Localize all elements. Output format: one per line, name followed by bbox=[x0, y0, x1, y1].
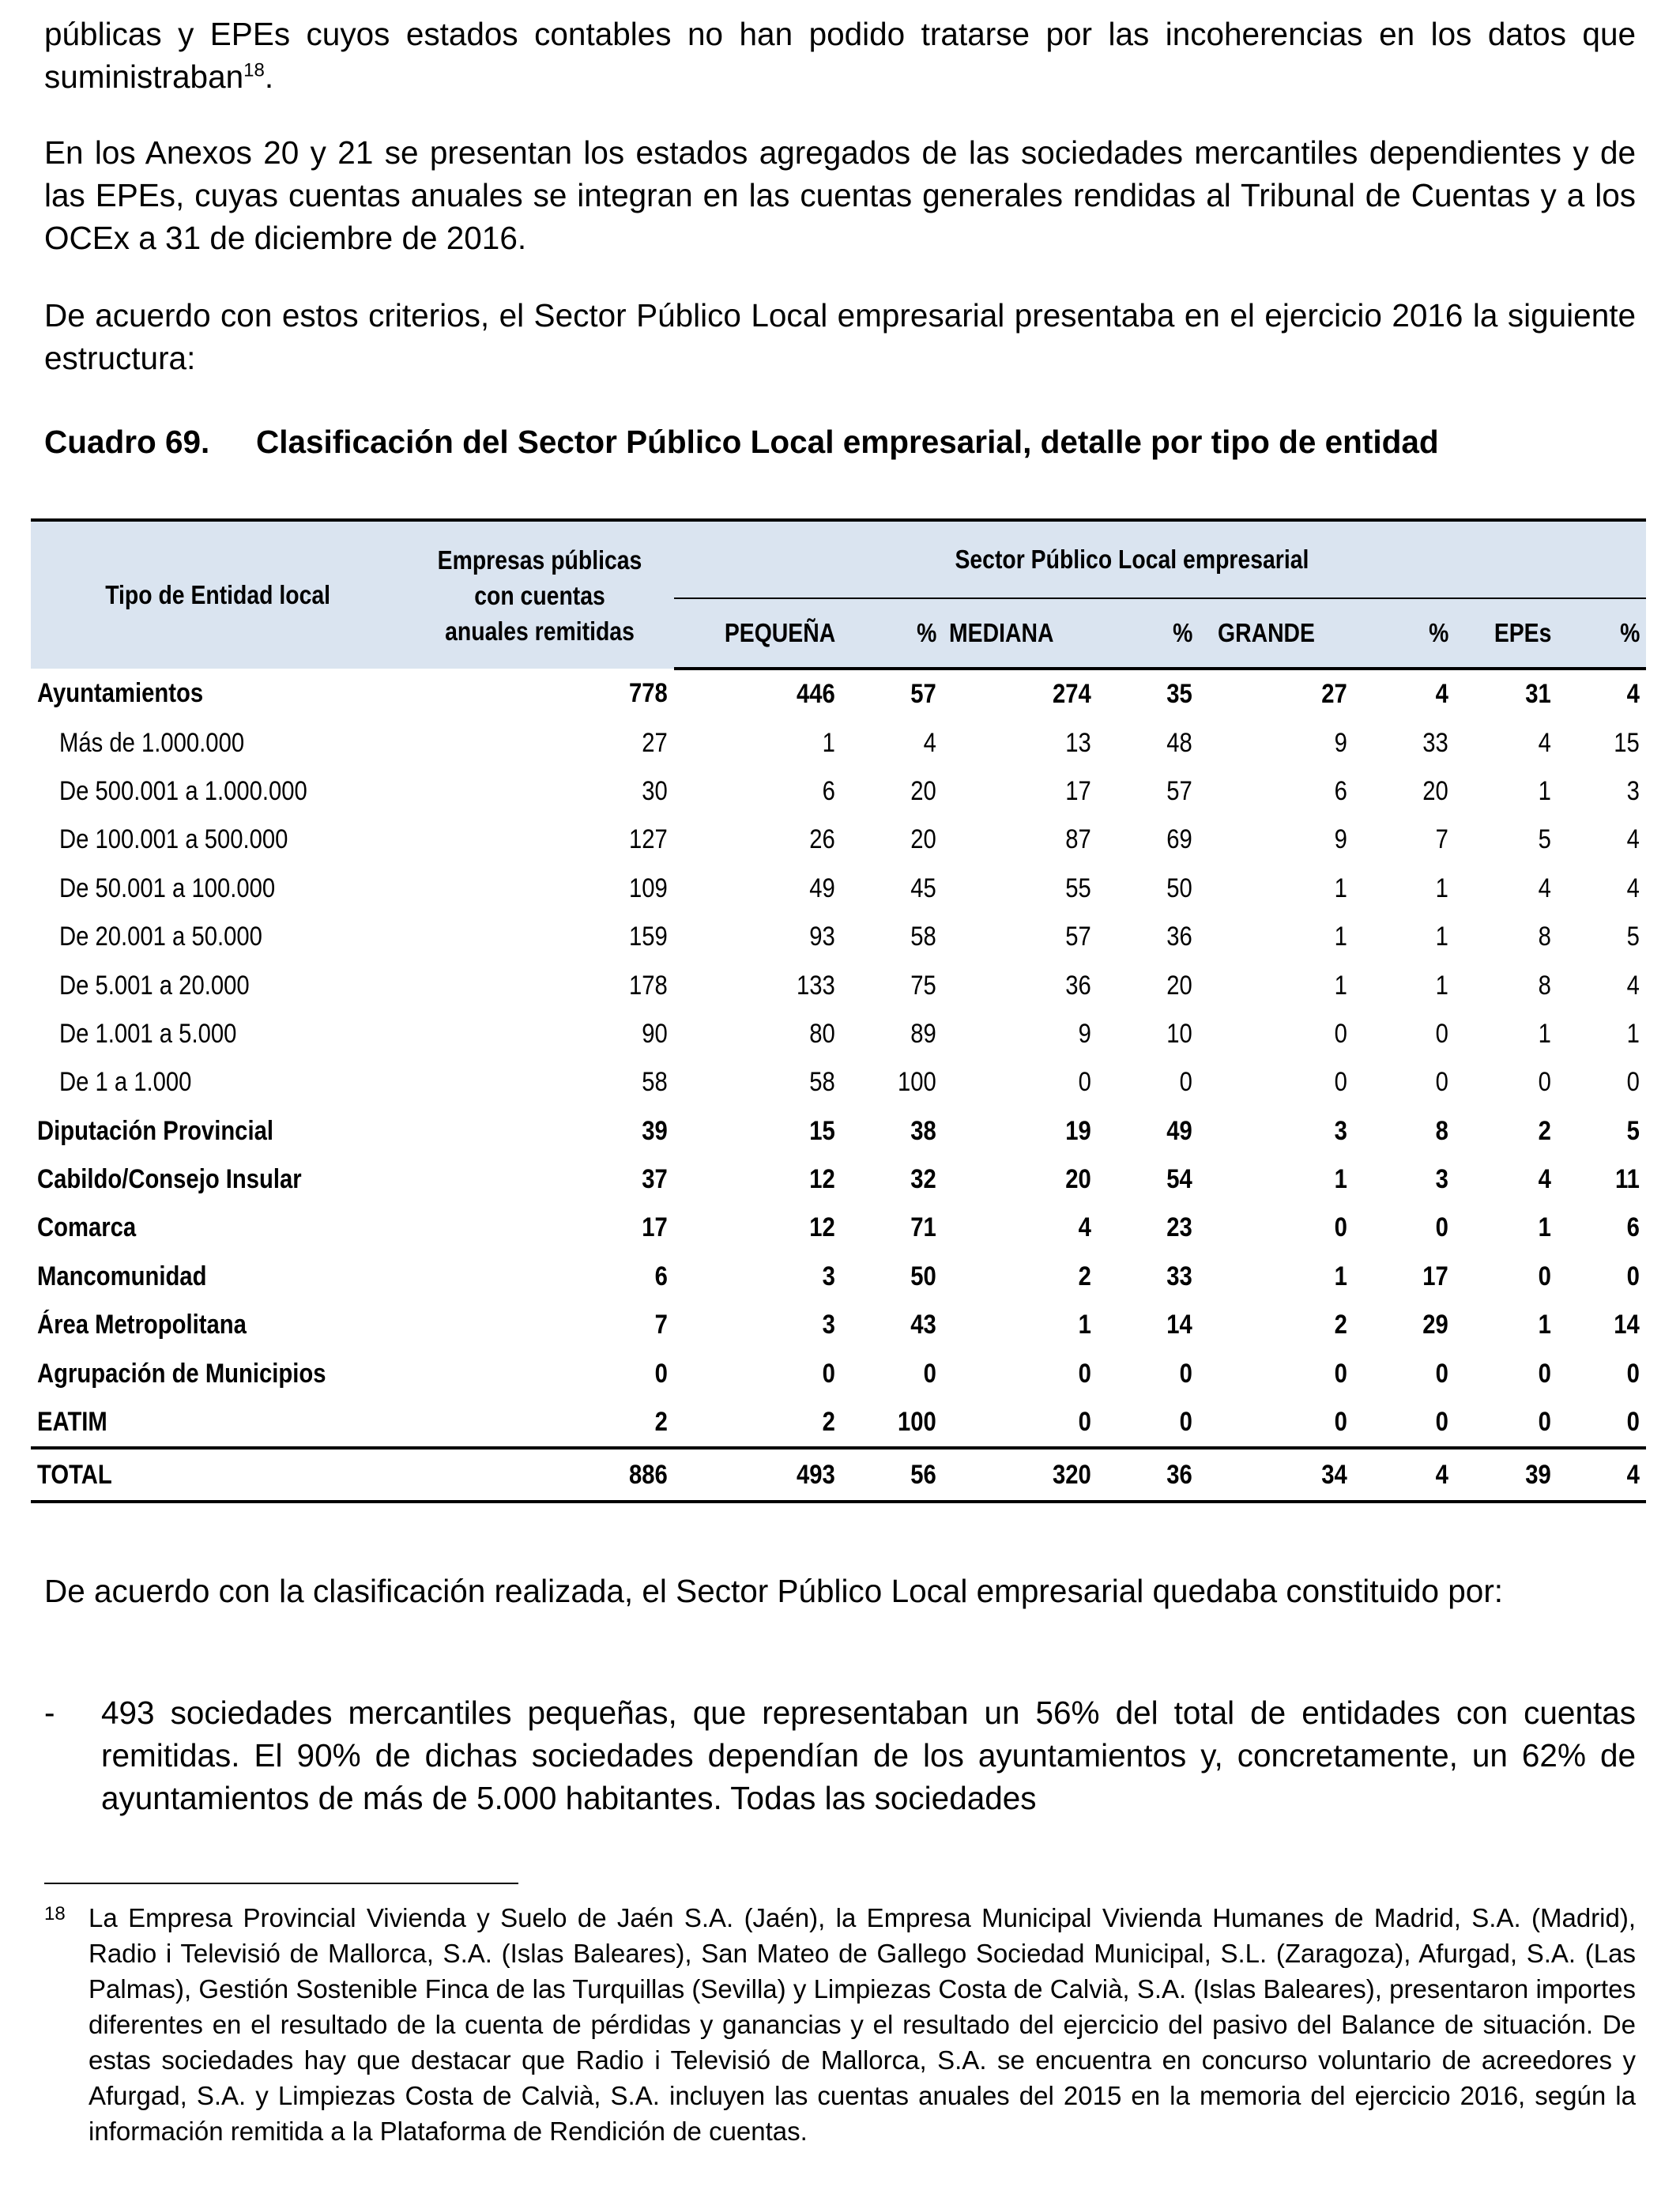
row-value: 43 bbox=[910, 1310, 936, 1340]
table-row bbox=[31, 669, 1646, 718]
row-value: 0 bbox=[1078, 1067, 1091, 1098]
row-value: 89 bbox=[910, 1018, 936, 1049]
row-value: 0 bbox=[1435, 1067, 1448, 1098]
row-value: 33 bbox=[1166, 1261, 1192, 1291]
row-value: 4 bbox=[1558, 1448, 1646, 1502]
row-value: 0 bbox=[1334, 1067, 1347, 1098]
row-value: 57 bbox=[1065, 922, 1091, 952]
row-value: 4 bbox=[1078, 1212, 1091, 1243]
row-label: TOTAL bbox=[31, 1448, 405, 1502]
row-value: 20 bbox=[1166, 970, 1192, 1001]
row-value: 14 bbox=[1614, 1310, 1640, 1340]
header-tipo-entidad: Tipo de Entidad local bbox=[31, 520, 405, 669]
row-value: 0 bbox=[1538, 1067, 1551, 1098]
row-value: 6 bbox=[654, 1261, 668, 1291]
row-value: 133 bbox=[797, 970, 835, 1001]
row-value: 58 bbox=[809, 1067, 835, 1098]
row-value: 1 bbox=[1334, 970, 1347, 1001]
paragraph-anexos: En los Anexos 20 y 21 se presentan los estados agregados de las sociedades mercantiles dependientes y de las EPEs, cuyas cuentas anuales se integran en las cuentas generales rendidas al Tribunal de Cuentas y a los OCEx a 31 de diciembre de 2016. bbox=[44, 134, 1636, 256]
row-value: 49 bbox=[809, 873, 835, 903]
row-value: 48 bbox=[1166, 727, 1192, 758]
row-value: 31 bbox=[1525, 679, 1551, 710]
row-value: 9 bbox=[1078, 1018, 1091, 1049]
row-value: 87 bbox=[1065, 824, 1091, 855]
row-value: 10 bbox=[1166, 1018, 1192, 1049]
footnote-separator bbox=[44, 1883, 518, 1884]
row-label: De 500.001 a 1.000.000 bbox=[59, 775, 307, 806]
row-label: De 1.001 a 5.000 bbox=[59, 1018, 237, 1049]
table-caption-number: Cuadro 69. bbox=[44, 424, 210, 460]
table-row bbox=[31, 1301, 1646, 1349]
row-value: 20 bbox=[910, 824, 936, 855]
row-value: 8 bbox=[1538, 970, 1551, 1001]
row-value: 4 bbox=[1538, 1164, 1551, 1195]
row-value: 0 bbox=[923, 1358, 936, 1389]
row-value: 3 bbox=[822, 1261, 835, 1291]
row-value: 71 bbox=[910, 1212, 936, 1243]
row-value: 20 bbox=[1422, 775, 1448, 806]
row-value: 8 bbox=[1538, 922, 1551, 952]
row-value: 20 bbox=[910, 775, 936, 806]
row-value: 4 bbox=[923, 727, 936, 758]
row-value: 2 bbox=[822, 1407, 835, 1438]
table-caption bbox=[44, 420, 1636, 463]
table-row bbox=[31, 865, 1646, 913]
row-value: 39 bbox=[642, 1115, 668, 1146]
header-pct-mediana: % bbox=[1098, 598, 1199, 669]
row-value: 29 bbox=[1422, 1310, 1448, 1340]
table-row bbox=[31, 1010, 1646, 1058]
row-label: Comarca bbox=[37, 1212, 137, 1243]
row-value: 1 bbox=[822, 727, 835, 758]
table-body bbox=[31, 669, 1646, 1502]
row-value: 100 bbox=[898, 1407, 936, 1438]
row-value: 0 bbox=[1435, 1018, 1448, 1049]
row-value: 159 bbox=[629, 922, 668, 952]
row-value: 55 bbox=[1065, 873, 1091, 903]
row-value: 26 bbox=[809, 824, 835, 855]
table-caption-title: Clasificación del Sector Público Local empresarial, detalle por tipo de entidad bbox=[256, 424, 1439, 460]
row-value: 69 bbox=[1166, 824, 1192, 855]
row-value: 3 bbox=[1626, 775, 1640, 806]
table-row bbox=[31, 718, 1646, 767]
row-value: 0 bbox=[1435, 1407, 1448, 1438]
row-value: 36 bbox=[1065, 970, 1091, 1001]
row-label: De 50.001 a 100.000 bbox=[59, 873, 276, 903]
table-row bbox=[31, 1204, 1646, 1252]
row-value: 3 bbox=[822, 1310, 835, 1340]
row-value: 17 bbox=[1065, 775, 1091, 806]
footnote-reference[interactable]: 18 bbox=[243, 59, 265, 81]
header-mediana: MEDIANA bbox=[943, 598, 1098, 669]
row-value: 6 bbox=[1626, 1212, 1640, 1243]
row-value: 35 bbox=[1166, 679, 1192, 710]
paragraph-intro bbox=[44, 13, 1636, 98]
row-value: 20 bbox=[1065, 1164, 1091, 1195]
paragraph-estructura: De acuerdo con estos criterios, el Sector Público Local empresarial presentaba en el ejercicio 2016 la siguiente estructura: bbox=[44, 297, 1636, 376]
row-label: Ayuntamientos bbox=[37, 678, 204, 709]
row-value: 1 bbox=[1334, 873, 1347, 903]
row-label: De 20.001 a 50.000 bbox=[59, 922, 262, 952]
header-pct-epes: % bbox=[1558, 598, 1646, 669]
row-value: 80 bbox=[809, 1018, 835, 1049]
row-value: 34 bbox=[1199, 1448, 1354, 1502]
row-value: 274 bbox=[1053, 679, 1091, 710]
row-value: 1 bbox=[1078, 1310, 1091, 1340]
row-value: 50 bbox=[910, 1261, 936, 1291]
bullet-text: 493 sociedades mercantiles pequeñas, que representaban un 56% del total de entidades con cuentas remitidas. El 90% de dichas sociedades dependían de los ayuntamientos y, concretamente, un 62% de ayuntamientos de más de 5.000 habitantes. Todas las sociedades bbox=[101, 1695, 1636, 1816]
header-epes: EPEs bbox=[1455, 598, 1558, 669]
row-value: 50 bbox=[1166, 873, 1192, 903]
row-value: 0 bbox=[1435, 1358, 1448, 1389]
row-value: 19 bbox=[1065, 1115, 1091, 1146]
table-row bbox=[31, 1058, 1646, 1106]
row-value: 38 bbox=[910, 1115, 936, 1146]
row-label: De 5.001 a 20.000 bbox=[59, 970, 250, 1001]
row-value: 15 bbox=[1614, 727, 1640, 758]
row-value: 1 bbox=[1626, 1018, 1640, 1049]
row-value: 5 bbox=[1626, 922, 1640, 952]
header-empresas-remitidas: Empresas públicas con cuentas anuales remitidas bbox=[405, 520, 674, 669]
row-value: 1 bbox=[1538, 1310, 1551, 1340]
row-value: 5 bbox=[1626, 1115, 1640, 1146]
row-value: 27 bbox=[1321, 679, 1347, 710]
row-value: 12 bbox=[809, 1212, 835, 1243]
row-value: 0 bbox=[1179, 1358, 1192, 1389]
row-value: 4 bbox=[1626, 824, 1640, 855]
footnote-mark: 18 bbox=[44, 1903, 66, 1924]
row-value: 11 bbox=[1615, 1164, 1640, 1195]
row-label: Diputación Provincial bbox=[37, 1115, 273, 1146]
row-value: 23 bbox=[1166, 1212, 1192, 1243]
row-value: 54 bbox=[1166, 1164, 1192, 1195]
row-value: 0 bbox=[1078, 1407, 1091, 1438]
header-pct-grande: % bbox=[1354, 598, 1455, 669]
row-value: 0 bbox=[1435, 1212, 1448, 1243]
table-row-total bbox=[31, 1448, 1646, 1502]
row-value: 2 bbox=[654, 1407, 668, 1438]
table-row bbox=[31, 816, 1646, 864]
row-value: 0 bbox=[1626, 1407, 1640, 1438]
row-label: EATIM bbox=[37, 1407, 107, 1438]
table-row bbox=[31, 913, 1646, 961]
table-row bbox=[31, 1155, 1646, 1204]
row-value: 446 bbox=[797, 679, 835, 710]
row-label: Área Metropolitana bbox=[37, 1310, 247, 1340]
row-value: 0 bbox=[1538, 1407, 1551, 1438]
row-value: 100 bbox=[898, 1067, 936, 1098]
paragraph-intro-end: . bbox=[264, 58, 274, 95]
row-value: 1 bbox=[1538, 1212, 1551, 1243]
row-value: 0 bbox=[1334, 1018, 1347, 1049]
row-value: 493 bbox=[674, 1448, 842, 1502]
row-value: 58 bbox=[910, 922, 936, 952]
row-value: 36 bbox=[1098, 1448, 1199, 1502]
row-value: 0 bbox=[1626, 1067, 1640, 1098]
row-value: 4 bbox=[1538, 727, 1551, 758]
row-value: 56 bbox=[842, 1448, 943, 1502]
row-label: De 100.001 a 500.000 bbox=[59, 824, 288, 855]
table-row bbox=[31, 1349, 1646, 1397]
row-value: 75 bbox=[910, 970, 936, 1001]
row-value: 1 bbox=[1435, 873, 1448, 903]
row-label: Cabildo/Consejo Insular bbox=[37, 1164, 302, 1195]
row-value: 1 bbox=[1538, 775, 1551, 806]
row-value: 9 bbox=[1334, 727, 1347, 758]
row-value: 36 bbox=[1166, 922, 1192, 952]
row-value: 3 bbox=[1435, 1164, 1448, 1195]
row-value: 39 bbox=[1455, 1448, 1558, 1502]
row-value: 32 bbox=[910, 1164, 936, 1195]
row-value: 14 bbox=[1166, 1310, 1192, 1340]
row-label: Más de 1.000.000 bbox=[59, 727, 245, 758]
row-value: 1 bbox=[1334, 1261, 1347, 1291]
row-label: De 1 a 1.000 bbox=[59, 1067, 192, 1098]
classification-table-wrapper bbox=[31, 518, 1646, 1514]
row-value: 4 bbox=[1626, 679, 1640, 710]
row-value: 6 bbox=[1334, 775, 1347, 806]
row-value: 4 bbox=[1538, 873, 1551, 903]
row-value: 1 bbox=[1334, 1164, 1347, 1195]
row-value: 2 bbox=[1538, 1115, 1551, 1146]
row-value: 109 bbox=[629, 873, 668, 903]
row-value: 4 bbox=[1626, 873, 1640, 903]
row-value: 0 bbox=[654, 1358, 668, 1389]
row-value: 0 bbox=[1334, 1212, 1347, 1243]
row-value: 0 bbox=[1078, 1358, 1091, 1389]
row-value: 320 bbox=[943, 1448, 1098, 1502]
row-value: 0 bbox=[1334, 1358, 1347, 1389]
row-value: 58 bbox=[642, 1067, 668, 1098]
paragraph-intro-text: públicas y EPEs cuyos estados contables no han podido tratarse por las incoherencias en los datos que suministraban bbox=[44, 16, 1636, 95]
classification-table bbox=[31, 518, 1646, 1503]
row-value: 4 bbox=[1354, 1448, 1455, 1502]
row-value: 778 bbox=[629, 678, 668, 709]
row-value: 0 bbox=[1334, 1407, 1347, 1438]
row-value: 0 bbox=[1179, 1407, 1192, 1438]
row-value: 1 bbox=[1435, 970, 1448, 1001]
bullet-dash: - bbox=[44, 1695, 55, 1731]
row-value: 90 bbox=[642, 1018, 668, 1049]
row-value: 1 bbox=[1538, 1018, 1551, 1049]
table-row bbox=[31, 1398, 1646, 1448]
header-sector-publico-group: Sector Público Local empresarial bbox=[674, 520, 1646, 598]
row-value: 37 bbox=[642, 1164, 668, 1195]
row-value: 33 bbox=[1422, 727, 1448, 758]
table-row bbox=[31, 767, 1646, 816]
row-value: 0 bbox=[1626, 1261, 1640, 1291]
row-value: 3 bbox=[1334, 1115, 1347, 1146]
paragraph-clasificacion: De acuerdo con la clasificación realizada, el Sector Público Local empresarial quedaba constituido por: bbox=[44, 1573, 1504, 1609]
footnote-text: La Empresa Provincial Vivienda y Suelo de Jaén S.A. (Jaén), la Empresa Municipal Vivienda Humanes de Madrid, S.A. (Madrid), Radio i Televisió de Mallorca, S.A. (Islas Baleares), San Mateo de Gallego Sociedad Municipal, S.L. (Zaragoza), Afurgad, S.A. (Las Palmas), Gestión Sostenible Finca de las Turquillas (Sevilla) y Limpiezas Costa de Calvià, S.A. (Islas Baleares), presentaron importes diferentes en el resultado de la cuenta de pérdidas y ganancias y el resultado del ejercicio del pasivo del Balance de situación. De estas sociedades hay que destacar que Radio i Televisió de Mallorca, S.A. se encuentra en concurso voluntario de acreedores y Afurgad, S.A. y Limpiezas Costa de Calvià, S.A. incluyen las cuentas anuales del 2015 en la memoria del ejercicio 2016, según la información remitida a la Plataforma de Rendición de cuentas. bbox=[89, 1903, 1636, 2146]
row-value: 0 bbox=[1179, 1067, 1192, 1098]
row-value: 8 bbox=[1435, 1115, 1448, 1146]
row-value: 57 bbox=[910, 679, 936, 710]
row-value: 127 bbox=[629, 824, 668, 855]
row-label: Agrupación de Municipios bbox=[37, 1358, 326, 1389]
header-grande: GRANDE bbox=[1199, 598, 1354, 669]
row-value: 4 bbox=[1435, 679, 1448, 710]
row-value: 9 bbox=[1334, 824, 1347, 855]
row-value: 1 bbox=[1334, 922, 1347, 952]
row-value: 12 bbox=[809, 1164, 835, 1195]
row-value: 2 bbox=[1334, 1310, 1347, 1340]
row-value: 0 bbox=[1538, 1261, 1551, 1291]
row-value: 2 bbox=[1078, 1261, 1091, 1291]
row-value: 17 bbox=[1422, 1261, 1448, 1291]
row-value: 15 bbox=[809, 1115, 835, 1146]
table-row bbox=[31, 1253, 1646, 1301]
row-value: 30 bbox=[642, 775, 668, 806]
row-value: 7 bbox=[1435, 824, 1448, 855]
row-value: 0 bbox=[822, 1358, 835, 1389]
table-row bbox=[31, 961, 1646, 1009]
row-value: 13 bbox=[1065, 727, 1091, 758]
row-value: 0 bbox=[1538, 1358, 1551, 1389]
row-value: 49 bbox=[1166, 1115, 1192, 1146]
row-value: 0 bbox=[1626, 1358, 1640, 1389]
row-value: 1 bbox=[1435, 922, 1448, 952]
row-value: 17 bbox=[642, 1212, 668, 1243]
header-pequena: PEQUEÑA bbox=[674, 598, 842, 669]
row-value: 7 bbox=[654, 1310, 668, 1340]
row-value: 93 bbox=[809, 922, 835, 952]
table-header-row-1 bbox=[31, 520, 1646, 598]
row-value: 5 bbox=[1538, 824, 1551, 855]
table-row bbox=[31, 1107, 1646, 1155]
row-value: 27 bbox=[642, 727, 668, 758]
row-value: 6 bbox=[822, 775, 835, 806]
row-value: 886 bbox=[405, 1448, 674, 1502]
row-value: 45 bbox=[910, 873, 936, 903]
row-value: 4 bbox=[1626, 970, 1640, 1001]
row-value: 57 bbox=[1166, 775, 1192, 806]
row-value: 178 bbox=[629, 970, 668, 1001]
row-label: Mancomunidad bbox=[37, 1261, 207, 1291]
header-pct-pequena: % bbox=[842, 598, 943, 669]
